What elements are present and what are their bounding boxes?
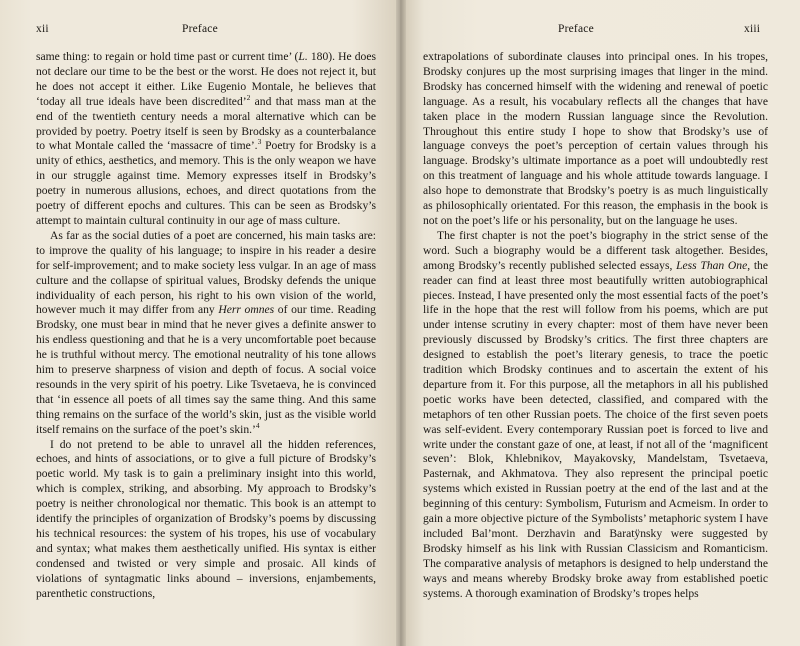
body-text — [423, 50, 768, 602]
footnote-marker: 2 — [246, 92, 251, 102]
paragraph — [36, 229, 376, 438]
text-run: , the reader can find at least three most beautifully written autobiographical pieces. Instead, I have presented only the most essential facts of the poet’s life in the hope that the rest will follow from his poems, which are put under intense scrutiny in every chapter: most of them have never been previously discussed by Brodsky’s critics. The first three chapters are designed to establish the poet’s literary genesis, to trace the poetic tradition which Brodsky continues and to ascertain the extent of his departure from it. For this purpose, all the metaphors in all his published poetic works have been detected, classified, and compared with the metaphors of ten other Russian poets. The choice of the first seven poets was self-evident. Every contemporary Russian poet is forced to live and write under the constant gaze of one, at least, if not all of the ‘magnificent seven’: Blok, Khlebnikov, Mayakovsky, Mandelstam, Tsvetaeva, Pasternak, and Akhmatova. They also represent the principal poetic systems which existed in Russian poetry at the end of the last and at the beginning of this century: Symbolism, Futurism and Acmeism. In order to gain a more objective picture of the Symbolists’ metaphoric system I have included Bal’mont. Derzhavin and Baratÿnsky were suggested by Brodsky himself as his link with Russian Classicism and Romanticism. The comparative analysis of metaphors is designed to help understand the ways and means whereby Brodsky broke away from established poetic systems. A thorough examination of Brodsky’s tropes helps — [423, 258, 768, 600]
running-head: Preface — [182, 23, 218, 35]
italic-text: L. — [298, 50, 308, 63]
page-number: xii — [36, 23, 49, 35]
paragraph — [36, 438, 376, 602]
text-run: of our time. Reading Brodsky, one must bear in mind that he never gives a definite answer to his endless questioning and that he is a very uncomfortable poet because he is truthful without mercy. The emotional neutrality of his tone allows him to preserve sharpness of vision and depth of focus. A social voice resounds in the very spirit of his poetry. Like Tsvetaeva, he is convinced that ‘in essence all poets of all times say the same thing. And this same thing remains on the surface of the world’s skin, just as the visible world itself remains on the surface of the poet’s skin.’ — [36, 303, 376, 436]
text-run: As far as the social duties of a poet are concerned, his main tasks are: to improve the quality of his language; to inspire in his reader a desire for self-improvement; and to make society less vulgar. In an age of mass culture and the collapse of spiritual values, Brodsky defends the unique individuality of each person, his right to his own vision of the world, however much it may differ from any — [36, 228, 376, 317]
footnote-marker: 4 — [255, 420, 260, 430]
text-run: same thing: to regain or hold time past or current time’ ( — [36, 50, 299, 63]
body-text — [36, 50, 376, 602]
footnote-marker: 3 — [257, 137, 262, 147]
italic-text: Herr omnes — [218, 303, 275, 317]
text-run: I do not pretend to be able to unravel all the hidden references, echoes, and hints of associations, or to give a full picture of Brodsky’s poetic world. My task is to gain a preliminary insight into this world, which is complex, striking, and absorbing. My approach to Brodsky’s poetry is neither chronological nor thematic. This book is an attempt to identify the principles of organization of Brodsky’s poems by discussing his technical resources: the system of his tropes, his use of vocabulary and syntax; what makes them aesthetically unified. His syntax is either condensed and twisted or very simple and prosaic. All kinds of violations of syntagmatic links abound – inversions, enjambements, parenthetic constructions, — [36, 437, 376, 600]
paragraph — [36, 50, 376, 229]
running-head: Preface — [558, 23, 594, 35]
page-number: xiii — [744, 23, 761, 35]
text-run: extrapolations of subordinate clauses into principal ones. In his tropes, Brodsky conjures up the most surprising images that linger in the mind. Brodsky has concerned himself with the widening and renewal of poetic language. As a result, his vocabulary reflects all the changes that have taken place in the modern Russian language since the Revolution. Throughout this entire study I hope to show that Brodsky’s use of language conveys the poet’s perception of certain values through his language. Brodsky’s ultimate importance as a poet will undoubtedly rest on this treatment of language and his whole attitude towards language. I also hope to demonstrate that Brodsky’s poetry is as much linguistically as philosophically orientated. For this reason, the emphasis in the book is not on the poet’s life or his personality, but on the language he uses. — [423, 50, 768, 227]
book-gutter — [396, 0, 406, 646]
text-run: Poetry for Brodsky is a unity of ethics, aesthetics, and memory. This is the only weapon we have in our struggle against time. Memory expresses itself in Brodsky’s poetry in numerous allusions, echoes, and direct quotations from the poetry of different epochs and cultures. This can be seen as Brodsky’s attempt to maintain cultural continuity in our age of mass culture. — [36, 139, 377, 227]
paragraph — [423, 229, 768, 602]
text-run: 180). He does not declare our time to be the best or the worst. He does not reject it, but he does not accept it either. Like Eugenio Montale, he believes that ‘today all true ideals have been discredited’ — [36, 50, 376, 108]
text-run: and that mass man at the end of the twentieth century needs a moral alternative which can be provided by poetry. Poetry itself is seen by Brodsky as a counterbalance to what Montale called the ‘massacre of time’. — [36, 94, 376, 153]
text-run: The first chapter is not the poet’s biography in the strict sense of the word. Such a biography would be a different task altogether. Besides, among Brodsky’s recently published selected essays, — [423, 228, 768, 272]
italic-text: Less Than One — [676, 258, 748, 272]
right-page — [400, 0, 800, 646]
paragraph — [423, 50, 768, 229]
